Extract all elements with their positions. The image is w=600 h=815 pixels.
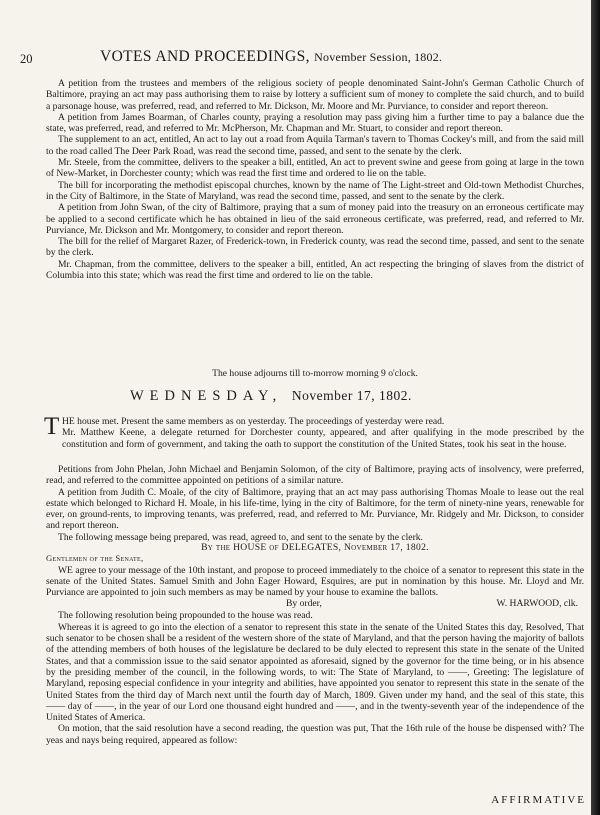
paragraph: Petitions from John Phelan, John Michael and Benjamin Solomon, of the city of Baltimore, praying acts of insolvency, were preferred, read, and referred to the committee appointed on petitions of a similar nature. bbox=[46, 464, 584, 487]
page-number: 20 bbox=[20, 52, 33, 66]
message-heading: By the HOUSE of DELEGATES, November 17, 1802. bbox=[201, 542, 429, 553]
day-heading-day: WEDNESDAY, bbox=[130, 388, 283, 404]
message-salutation: Gentlemen of the Senate, bbox=[46, 553, 144, 564]
day-heading bbox=[130, 388, 412, 405]
running-header bbox=[20, 48, 580, 70]
senate-message bbox=[46, 542, 584, 746]
drop-cap: T bbox=[44, 413, 60, 440]
paragraph: A petition from Judith C. Moale, of the city of Baltimore, praying that an act may pass authorising Thomas Moale to lease out the real estate which belonged to Richard H. Moale, in his life-time, lying in the city of Baltimore, for the term of ninety-nine years, renewable for ever, on ground-rents, to improving tenants, was preferred, read, and referred to Mr. Purviance, Mr. Ridgely and Mr. Dickson, to consider and report thereon. bbox=[46, 486, 584, 532]
paragraph: A petition from James Boarman, of Charles county, praying a resolution may pass giving him a further time to pay a balance due the state, was preferred, read, and referred to Mr. McPherson, Mr. Chapman and Mr. Stuart, to consider and report thereon. bbox=[46, 111, 584, 135]
signature: W. HARWOOD, clk. bbox=[496, 598, 578, 610]
previous-day-proceedings bbox=[46, 78, 584, 281]
opening-continuation: Mr. Matthew Keene, a delegate returned for Dorchester county, appeared, and after qualifying in the mode prescribed by the constitution and form of government, and taking the oath to support the constitution of the United States, took his seat in the house. bbox=[62, 427, 584, 450]
message-body: WE agree to your message of the 10th instant, and propose to proceed immediately to the choice of a senator to represent this state in the senate of the United States. Samuel Smith and John Eager Howard, Esquires, are put in nomination by this house. Mr. Lloyd and Mr. Purviance are appointed to join such members as may be named by your house to examine the ballots. bbox=[46, 564, 584, 599]
paragraph: A petition from the trustees and members of the religious society of people denominated Saint-John's German Catholic Church of Baltimore, praying an act may pass authorising them to raise by lottery a sufficient sum of money to complete the said church, and to build a parsonage house, was preferred, read, and referred to Mr. Dickson, Mr. Moore and Mr. Purviance, to consider and report thereon. bbox=[46, 78, 584, 112]
day-heading-date: November 17, 1802. bbox=[291, 388, 412, 403]
wednesday-proceedings bbox=[46, 464, 584, 543]
resolution-intro: The following resolution being propounded to the house was read. bbox=[58, 610, 313, 622]
motion-text: On motion, that the said resolution have a second reading, the question was put, That the 16th rule of the house be dispensed with? The yeas and nays being required, appeared as follow: bbox=[46, 723, 584, 746]
resolution-text: Whereas it is agreed to go into the election of a senator to represent this state in the senate of the United States this day, Resolved, That such senator to be chosen shall be a resident of the western shore of the state of Maryland, and that the person having the majority of ballots of the attending members of both houses of the legislature be declared to be duly elected to represent this state in the senate of the United States, and that a commission issue to the said senator appointed as aforesaid, signed by the governor for the time being, or in his absence by the presiding member of the council, in the following words, to wit: The State of Maryland, to ——, Greeting: The legislature of Maryland, reposing especial confidence in your integrity and abilities, have appointed you senator to represent this state in the senate of the United States from the third day of March next until the fourth day of March, 1809. Given under my hand, and the seal of this state, this —— day of ——, in the year of our Lord one thousand eight hundred and ——, and in the twenty-seventh year of the independence of the United States of America. bbox=[46, 621, 584, 724]
paragraph: Mr. Steele, from the committee, delivers to the speaker a bill, entitled, An act to prevent swine and geese from going at large in the town of New-Market, in Dorchester county; which was read the first time and ordered to lie on the table. bbox=[46, 157, 584, 180]
paragraph: The supplement to an act, entitled, An act to lay out a road from Aquila Tarman's tavern to Thomas Cockey's mill, and from the said mill to the road called The Deer Park Road, was read the second time, passed, and sent to the senate by the clerk. bbox=[46, 134, 584, 157]
message-signoff bbox=[46, 598, 584, 610]
book-spine-shadow bbox=[591, 0, 600, 815]
opening-line: HE house met. Present the same members as on yesterday. The proceedings of yesterday were read. bbox=[62, 416, 445, 427]
paragraph: The bill for incorporating the methodist episcopal churches, known by the name of The Light-street and Old-town Methodist Churches, in the City of Baltimore, in the State of Maryland, was read the second time, passed, and sent to the senate by the clerk. bbox=[46, 179, 584, 202]
header-title-main: VOTES AND PROCEEDINGS, bbox=[100, 48, 310, 65]
paragraph: A petition from John Swan, of the city of Baltimore, praying that a sum of money paid into the treasury on an erroneous certificate may be applied to a second certificate which he has obtained in lieu of the said erroneous certificate, was preferred, read, and referred to Mr. Purviance, Mr. Dickson and Mr. Montgomery, to consider and report thereon. bbox=[46, 202, 584, 236]
header-title bbox=[100, 48, 442, 66]
catchword: AFFIRMATIVE bbox=[491, 794, 586, 806]
paragraph: The bill for the relief of Margaret Razer, of Frederick-town, in Frederick county, was read the second time, passed, and sent to the senate by the clerk. bbox=[46, 236, 584, 259]
header-session: November Session, 1802. bbox=[314, 50, 443, 64]
opening-paragraph bbox=[62, 416, 584, 450]
by-order: By order, bbox=[286, 598, 322, 610]
paragraph: The following message being prepared, was read, agreed to, and sent to the senate by the clerk. bbox=[58, 531, 423, 543]
paragraph: Mr. Chapman, from the committee, delivers to the speaker a bill, entitled, An act respecting the bringing of slaves from the district of Columbia into this state; which was read the first time and ordered to lie on the table. bbox=[46, 258, 584, 282]
adjournment-line: The house adjourns till to-morrow morning 9 o'clock. bbox=[212, 368, 418, 379]
